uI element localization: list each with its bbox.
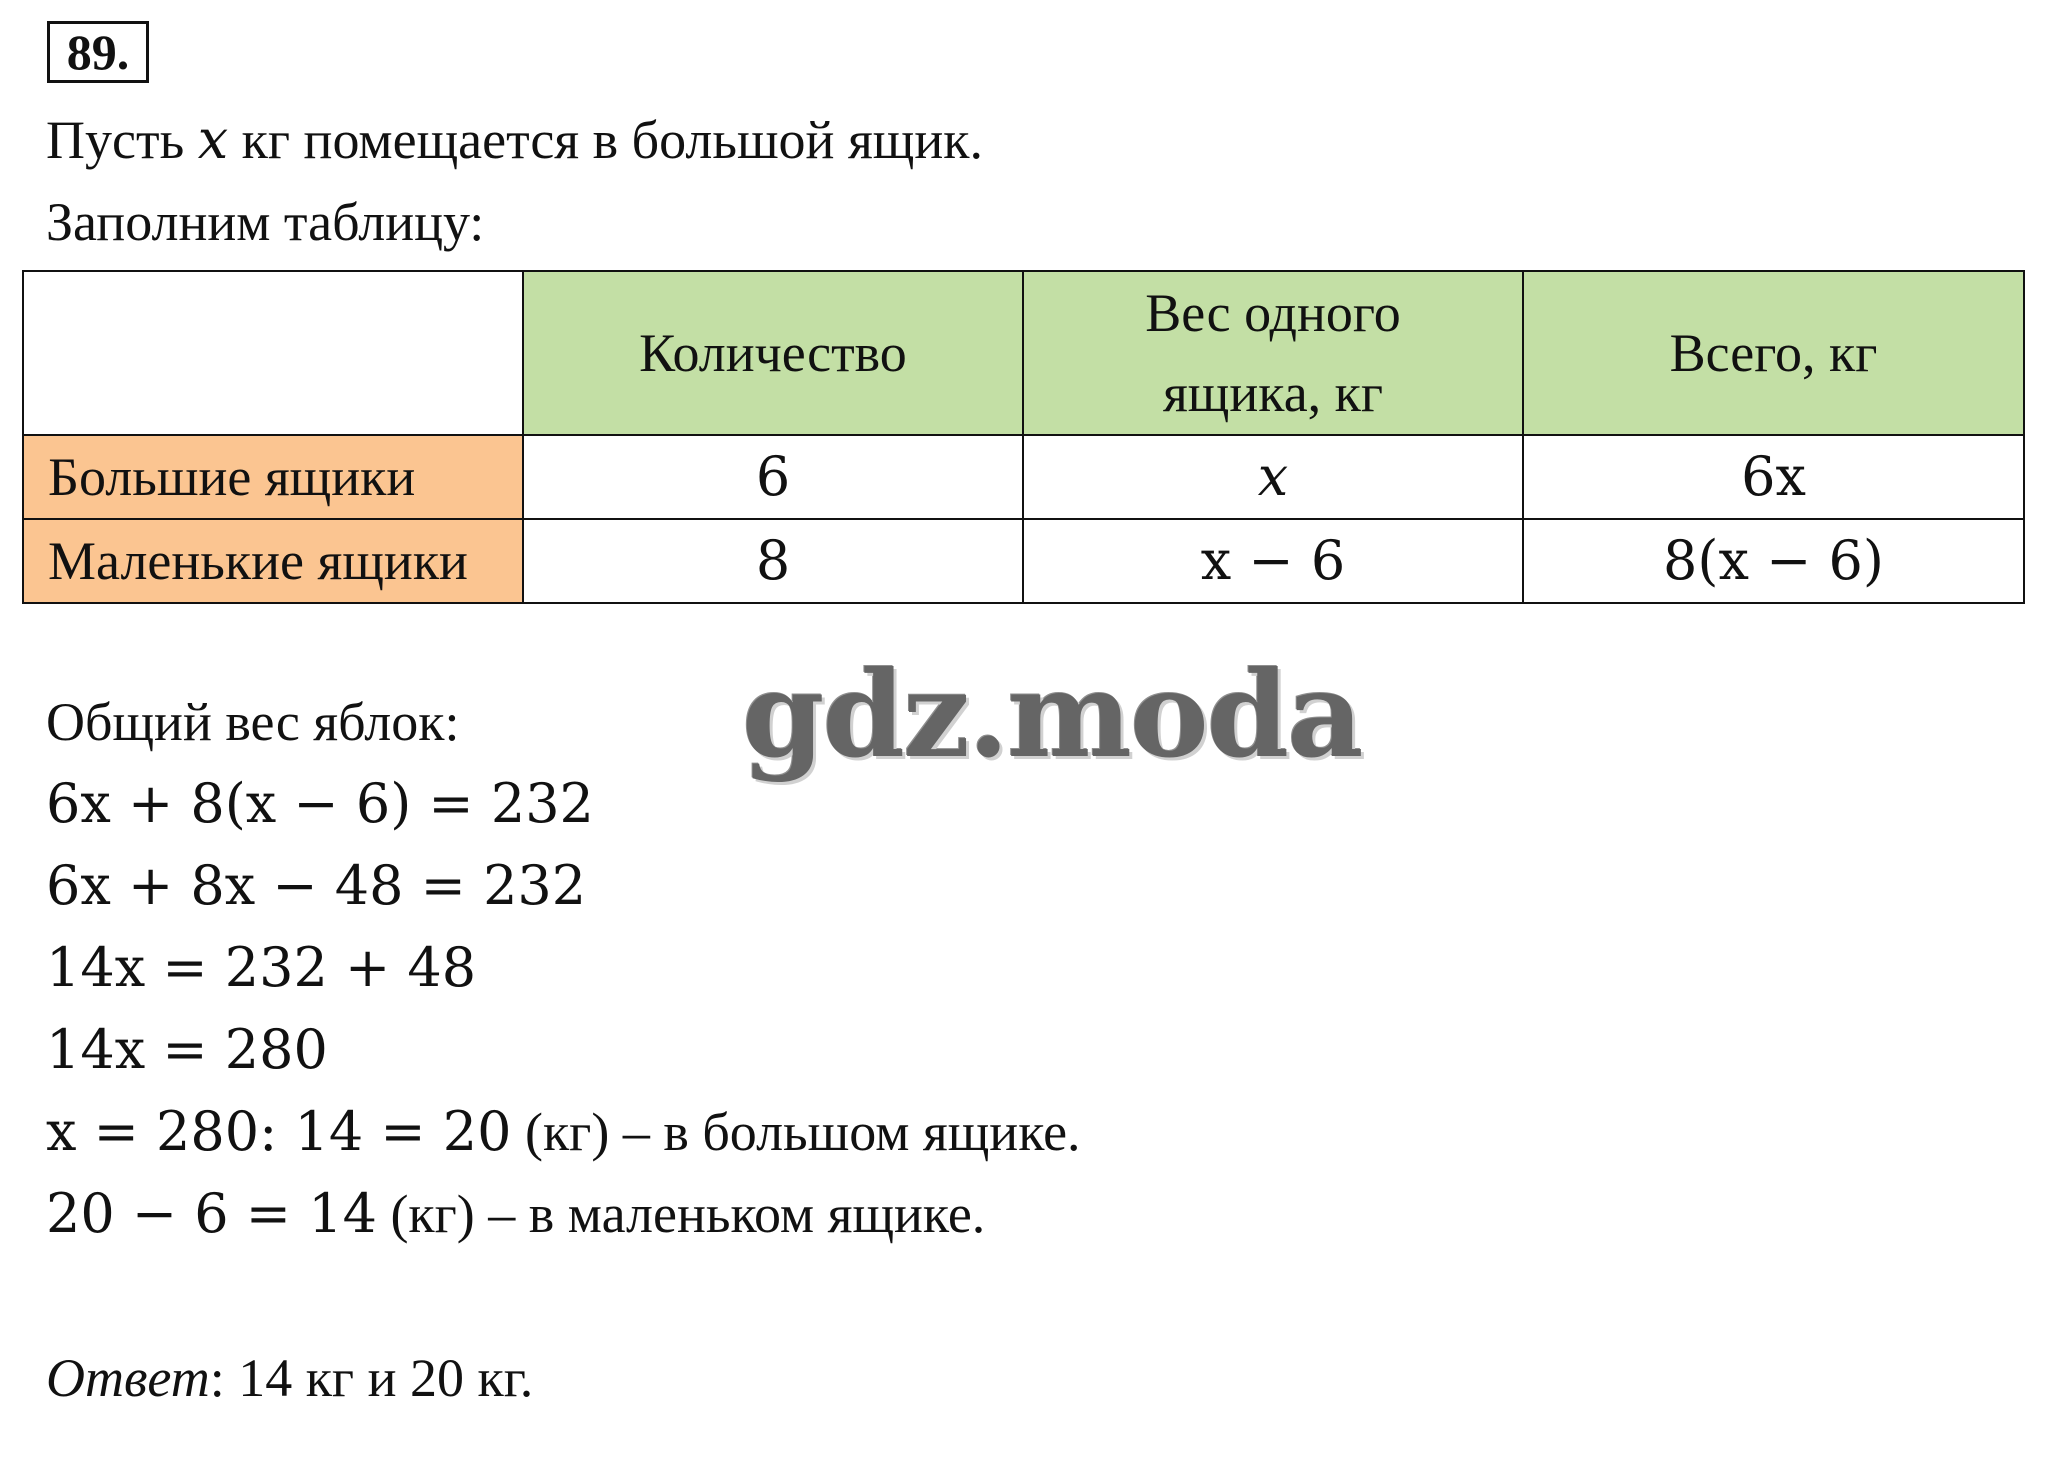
table-corner-cell (23, 271, 523, 435)
header-count: Количество (523, 271, 1023, 435)
answer-text: : 14 кг и 20 кг. (209, 1348, 534, 1408)
solution-line (46, 1100, 1081, 1164)
total-weight-label: Общий вес яблок: (46, 692, 460, 752)
row-weight: x − 6 (1023, 519, 1523, 603)
intro-var: x (197, 108, 229, 171)
row-count: 8 (523, 519, 1023, 603)
solution-math: 20 − 6 = 14 (46, 1182, 377, 1245)
equation-line: 6x + 8(x − 6) = 232 (46, 772, 594, 835)
answer-line (46, 1346, 533, 1410)
solution-line (46, 1182, 985, 1246)
table-row (23, 435, 2024, 519)
solution-text: (кг) – в большом ящике. (511, 1102, 1081, 1162)
equation-line: 6x + 8x − 48 = 232 (46, 854, 587, 917)
row-weight: x (1023, 435, 1523, 519)
header-weight: Вес одного ящика, кг (1023, 271, 1523, 435)
row-label: Большие ящики (23, 435, 523, 519)
row-count: 6 (523, 435, 1023, 519)
fill-table-label: Заполним таблицу: (46, 192, 485, 252)
solution-math: x = 280: 14 = 20 (46, 1100, 512, 1163)
table-header-row (23, 271, 2024, 435)
equation-line: 14x = 232 + 48 (46, 936, 477, 999)
solution-text: (кг) – в маленьком ящике. (376, 1184, 986, 1244)
header-total: Всего, кг (1523, 271, 2024, 435)
answer-label: Ответ (46, 1348, 210, 1408)
problem-number: 89. (47, 21, 149, 83)
equation-line: 14x = 280 (46, 1018, 328, 1081)
watermark: gdz.moda (742, 645, 1362, 784)
table-row (23, 519, 2024, 603)
row-total: 6x (1523, 435, 2024, 519)
intro-before: Пусть (46, 110, 198, 170)
intro-line (46, 108, 983, 172)
intro-after: кг помещается в большой ящик. (228, 110, 984, 170)
row-total: 8(x − 6) (1523, 519, 2024, 603)
data-table (22, 270, 2025, 604)
row-label: Маленькие ящики (23, 519, 523, 603)
